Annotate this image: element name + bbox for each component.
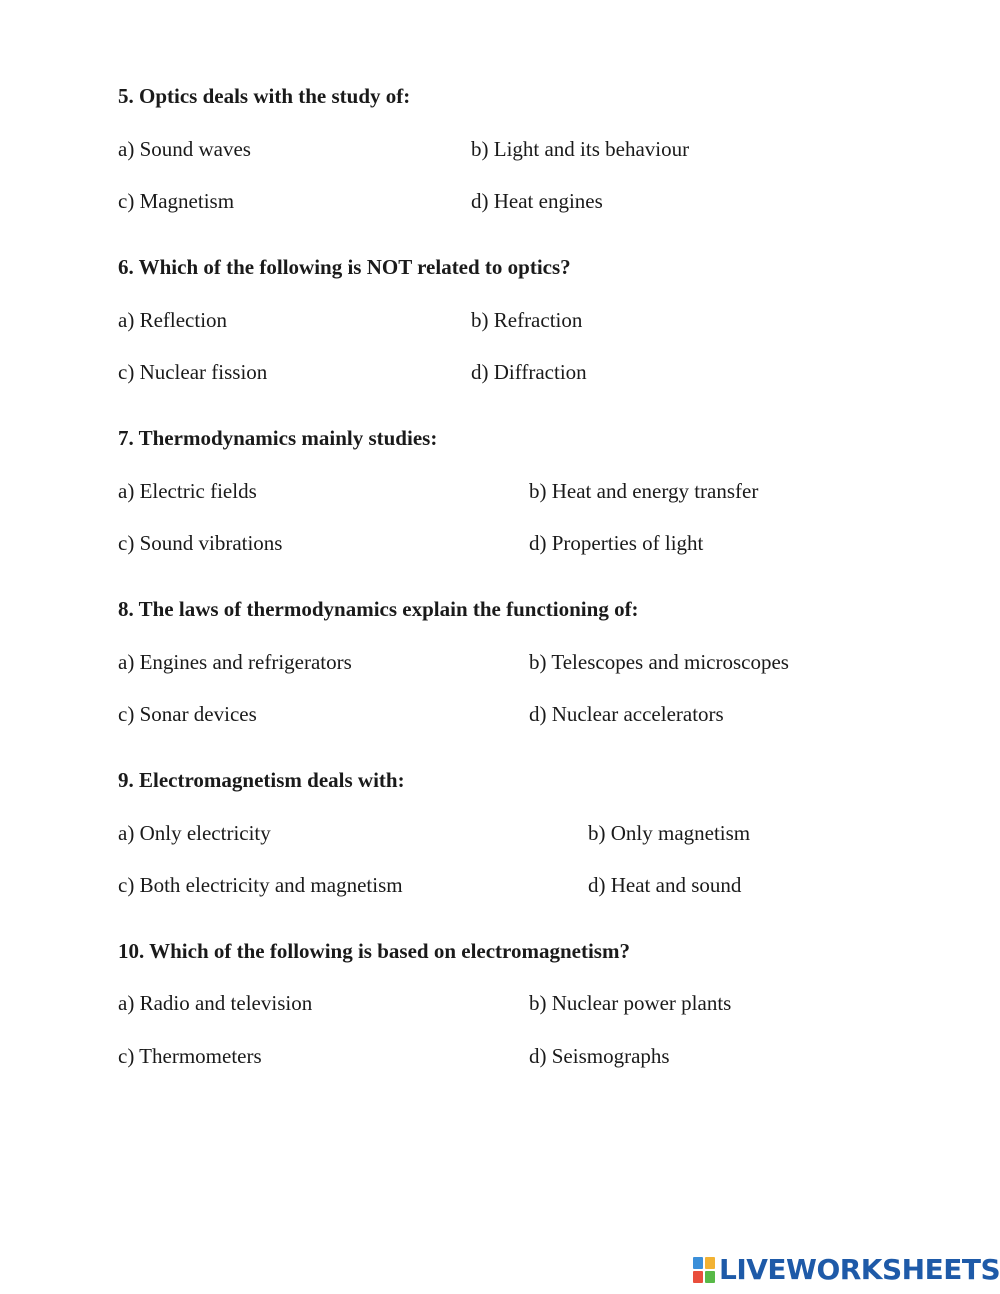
question-5-option-d: d) Heat engines xyxy=(471,189,603,213)
question-6-option-b: b) Refraction xyxy=(471,308,583,332)
question-8-option-b: b) Telescopes and microscopes xyxy=(529,650,789,674)
question-7-option-c: c) Sound vibrations xyxy=(118,531,283,555)
logo-tile-yellow xyxy=(705,1257,715,1269)
question-10-option-d: d) Seismographs xyxy=(529,1044,670,1068)
question-7-title: 7. Thermodynamics mainly studies: xyxy=(118,426,438,450)
logo-tile-red xyxy=(693,1271,703,1283)
question-5-option-b: b) Light and its behaviour xyxy=(471,137,690,161)
liveworksheets-logo xyxy=(693,1254,1000,1286)
question-10-title: 10. Which of the following is based on electromagnetism? xyxy=(118,939,630,963)
question-9-option-a: a) Only electricity xyxy=(118,821,271,845)
question-6-option-d: d) Diffraction xyxy=(471,360,587,384)
question-10-option-c: c) Thermometers xyxy=(118,1044,262,1068)
question-8-option-c: c) Sonar devices xyxy=(118,702,257,726)
question-5-option-a: a) Sound waves xyxy=(118,137,251,161)
logo-tile-green xyxy=(705,1271,715,1283)
question-8-title: 8. The laws of thermodynamics explain the functioning of: xyxy=(118,597,639,621)
question-9-option-b: b) Only magnetism xyxy=(588,821,751,845)
question-7-option-b: b) Heat and energy transfer xyxy=(529,479,759,503)
liveworksheets-logo-icon xyxy=(693,1257,715,1283)
question-9-title: 9. Electromagnetism deals with: xyxy=(118,768,405,792)
question-5-title: 5. Optics deals with the study of: xyxy=(118,84,411,108)
question-8-option-d: d) Nuclear accelerators xyxy=(529,702,724,726)
question-7-option-d: d) Properties of light xyxy=(529,531,704,555)
question-10-option-b: b) Nuclear power plants xyxy=(529,991,732,1015)
question-6-option-c: c) Nuclear fission xyxy=(118,360,268,384)
question-9-option-c: c) Both electricity and magnetism xyxy=(118,873,403,897)
question-10-option-a: a) Radio and television xyxy=(118,991,313,1015)
question-5-option-c: c) Magnetism xyxy=(118,189,235,213)
question-6-option-a: a) Reflection xyxy=(118,308,228,332)
question-8-option-a: a) Engines and refrigerators xyxy=(118,650,352,674)
question-7-option-a: a) Electric fields xyxy=(118,479,257,503)
logo-text: LIVEWORKSHEETS xyxy=(719,1253,1000,1286)
question-6-title: 6. Which of the following is NOT related to optics? xyxy=(118,255,571,279)
question-9-option-d: d) Heat and sound xyxy=(588,873,742,897)
logo-tile-blue xyxy=(693,1257,703,1269)
